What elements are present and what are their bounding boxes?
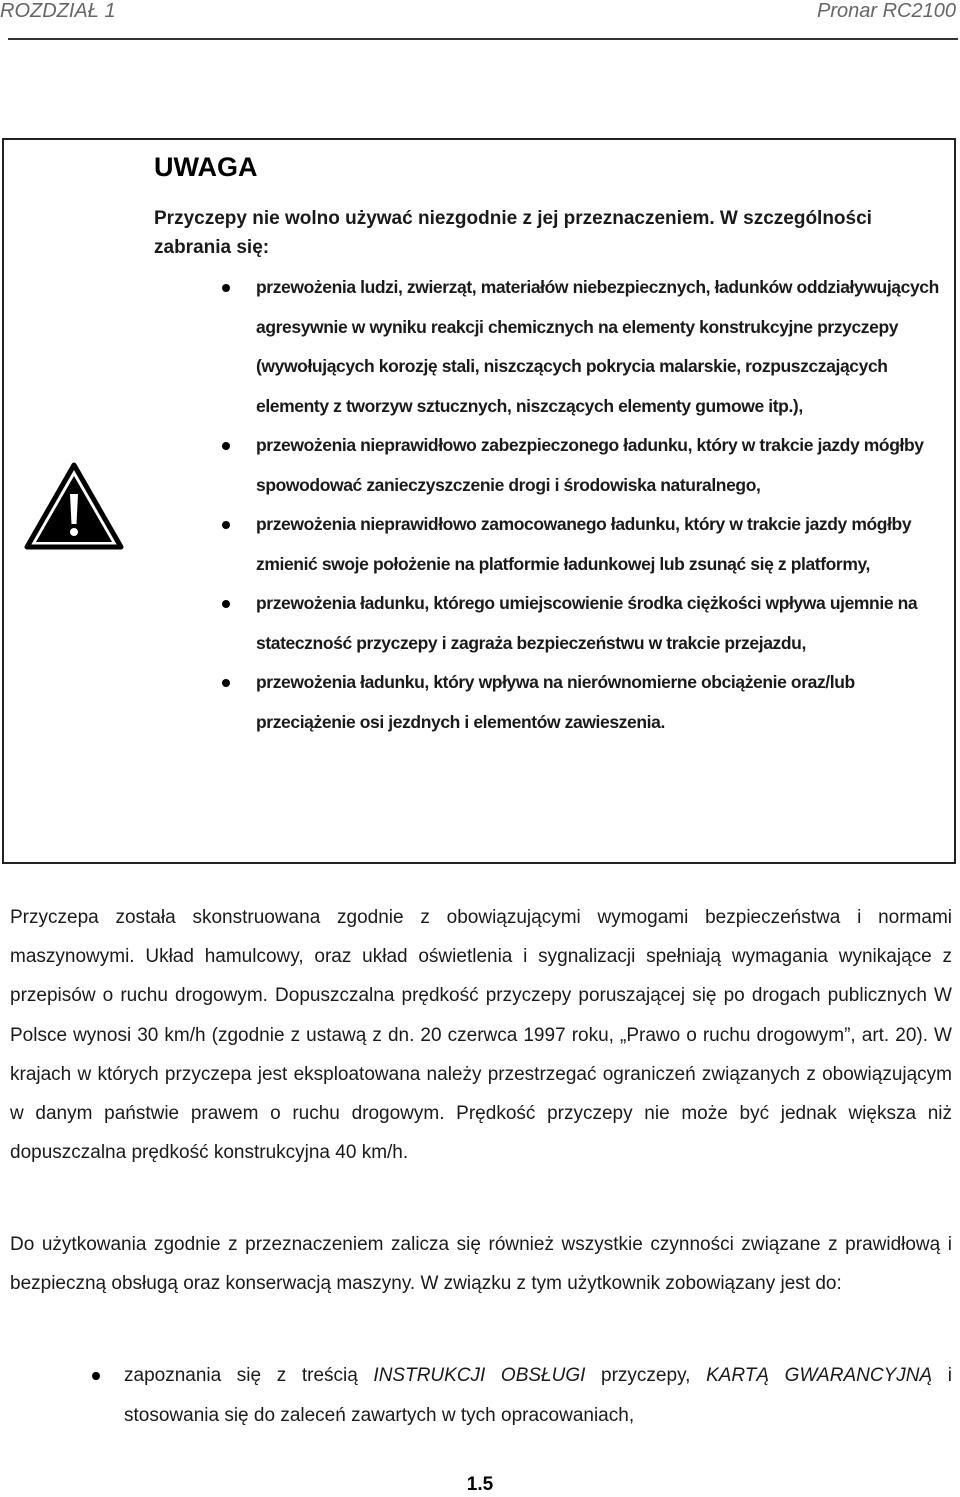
list-item: przewożenia ludzi, zwierząt, materiałów niebezpiecznych, ładunków oddziaływujących agresywnie w wyniku reakcji chemicznych na elementy konstrukcyjne przyczepy (wywołujących korozję stali, niszczących pokrycia malarskie, rozpuszczających elementy z tworzyw sztucznych, niszczących elementy gumowe itp.), bbox=[154, 268, 944, 426]
warning-intro: Przyczepy nie wolno używać niezgodnie z jej przeznaczeniem. W szczególności zabrania się: bbox=[154, 208, 872, 258]
warning-box bbox=[2, 138, 956, 864]
warning-list bbox=[154, 268, 944, 742]
list-item: przewożenia ładunku, który wpływa na nierównomierne obciążenie oraz/lub przeciążenie osi jezdnych i elementów zawieszenia. bbox=[154, 663, 944, 742]
bullet-icon bbox=[222, 600, 230, 608]
bullet-icon bbox=[222, 442, 230, 450]
bullet-icon bbox=[222, 679, 230, 687]
product-label: Pronar RC2100 bbox=[817, 0, 956, 22]
obligations-list bbox=[10, 1356, 952, 1435]
bullet-icon bbox=[92, 1372, 100, 1380]
warning-title: UWAGA bbox=[154, 152, 258, 182]
chapter-label: ROZDZIAŁ 1 bbox=[0, 0, 116, 22]
list-item: przewożenia nieprawidłowo zamocowanego ładunku, który w trakcie jazdy mógłby zmienić swoje położenie na platformie ładunkowej lub zsunąć się z platformy, bbox=[154, 505, 944, 584]
header-divider bbox=[8, 38, 958, 40]
paragraph-user-obligations: Do użytkowania zgodnie z przeznaczeniem zalicza się również wszystkie czynności związane z prawidłową i bezpieczną obsługą oraz konserwacją maszyny. W związku z tym użytkownik zobowiązany jest do: bbox=[10, 1234, 952, 1295]
page-header bbox=[0, 0, 960, 40]
warning-triangle-icon bbox=[24, 462, 124, 550]
paragraph-intended-use: Przyczepa została skonstruowana zgodnie z obowiązującymi wymogami bezpieczeństwa i normami maszynowymi. Układ hamulcowy, oraz układ oświetlenia i sygnalizacji spełniają wymagania wynikające z przepisów o ruchu drogowym. Dopuszczalna prędkość przyczepy poruszającej się po drogach publicznych W Polsce wynosi 30 km/h (zgodnie z ustawą z dn. 20 czerwca 1997 roku, „Prawo o ruchu drogowym”, art. 20). W krajach w których przyczepa jest eksploatowana należy przestrzegać ograniczeń związanych z obowiązującym w danym państwie prawem o ruchu drogowym. Prędkość przyczepy nie może być jednak większa niż dopuszczalna prędkość konstrukcyjna 40 km/h. bbox=[10, 907, 952, 1164]
page-number: 1.5 bbox=[466, 1474, 494, 1495]
bullet-icon bbox=[222, 521, 230, 529]
list-item: przewożenia nieprawidłowo zabezpieczonego ładunku, który w trakcie jazdy mógłby spowodować zanieczyszczenie drogi i środowiska naturalnego, bbox=[154, 426, 944, 505]
list-item: zapoznania się z treścią INSTRUKCJI OBSŁUGI przyczepy, KARTĄ GWARANCYJNĄ i stosowania się do zaleceń zawartych w tych opracowaniach, bbox=[10, 1356, 952, 1435]
list-item: przewożenia ładunku, którego umiejscowienie środka ciężkości wpływa ujemnie na stateczność przyczepy i zagraża bezpieczeństwu w trakcie przejazdu, bbox=[154, 584, 944, 663]
bullet-icon bbox=[222, 284, 230, 292]
